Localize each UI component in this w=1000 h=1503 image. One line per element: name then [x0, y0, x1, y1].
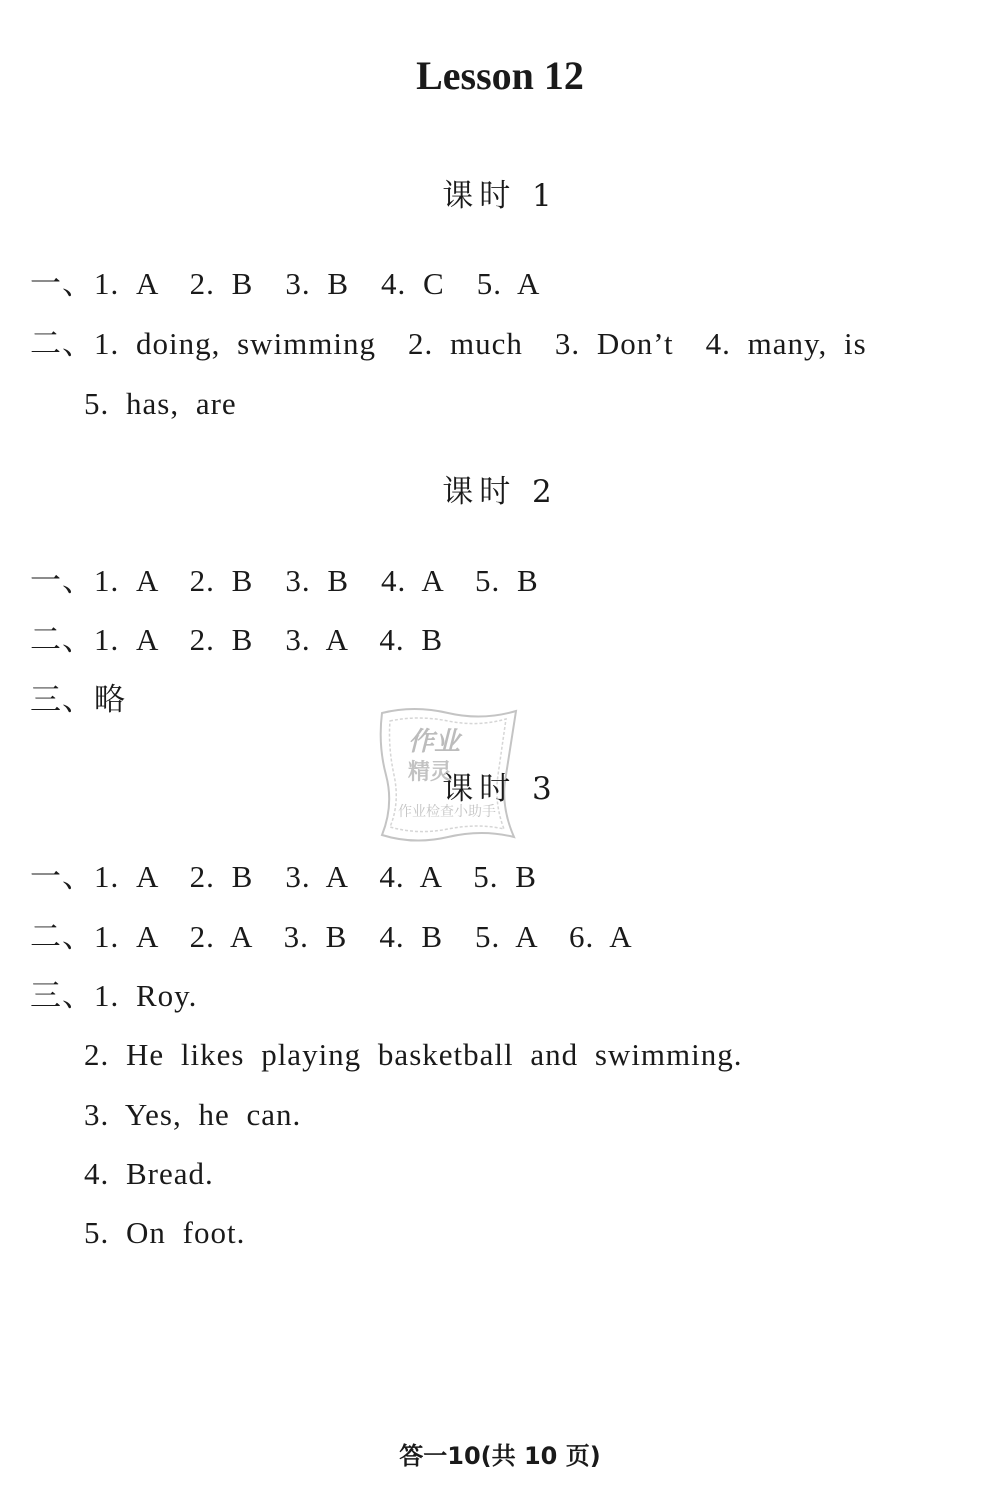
page-title: Lesson 12: [416, 53, 584, 98]
section-heading-1: 课时 1: [442, 178, 558, 214]
answer-line: 二、1. A 2. B 3. A 4. B: [30, 622, 443, 657]
answer-line: 5. On foot.: [84, 1215, 246, 1250]
answer-line: 一、1. A 2. B 3. B 4. C 5. A: [30, 266, 541, 301]
answer-line: 一、1. A 2. B 3. A 4. A 5. B: [30, 859, 537, 894]
watermark-text-2: 精灵: [408, 760, 453, 785]
answer-line: 4. Bread.: [84, 1156, 214, 1191]
answer-line: 二、1. doing, swimming 2. much 3. Don’t 4. many, is: [30, 326, 867, 361]
answer-line: 3. Yes, he can.: [84, 1097, 302, 1132]
answer-line: 2. He likes playing basketball and swimming.: [84, 1037, 743, 1072]
section-heading-2: 课时 2: [442, 474, 558, 510]
section-heading-3: 课时 3: [442, 771, 558, 807]
answer-line: 三、1. Roy.: [30, 978, 198, 1013]
answer-line: 一、1. A 2. B 3. B 4. A 5. B: [30, 563, 539, 598]
page-footer: 答一10(共 10 页): [399, 1442, 601, 1470]
watermark-text-3: 作业检查小助手: [398, 804, 496, 820]
answer-line: 二、1. A 2. A 3. B 4. B 5. A 6. A: [30, 919, 633, 954]
answer-line: 三、略: [30, 682, 126, 717]
answer-line: 5. has, are: [84, 386, 237, 421]
watermark-text-1: 作业: [408, 727, 461, 757]
